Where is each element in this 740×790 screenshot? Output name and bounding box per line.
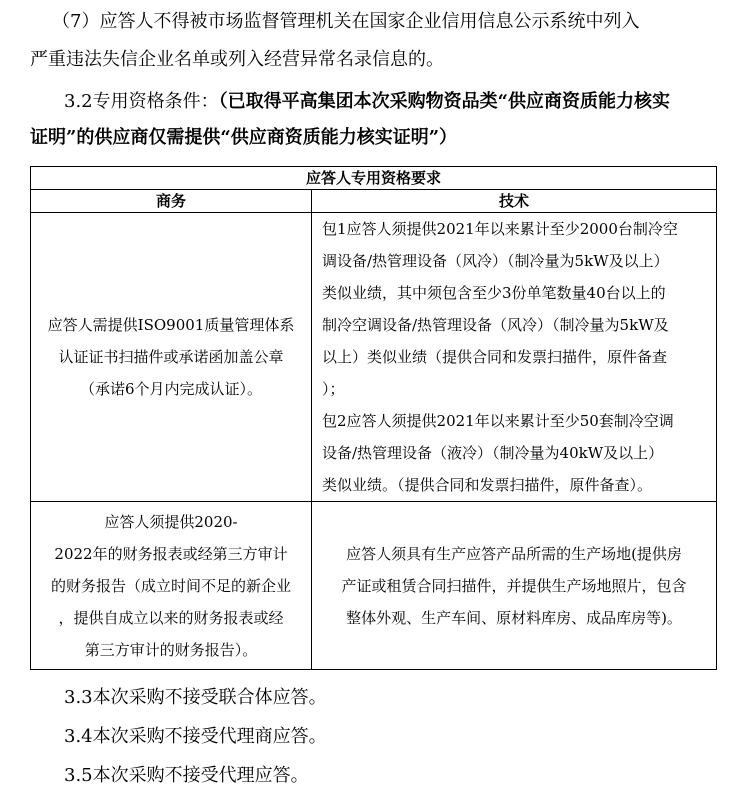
row-2-business-line: 第三方审计的财务报告）。 [84, 640, 258, 659]
row-1-technical-line: 制冷空调设备/热管理设备（风冷）（制冷量为5kW及 [322, 316, 669, 334]
row-1-technical-line: ）； [322, 380, 345, 398]
row-1-business-line: 应答人需提供ISO9001质量管理体系 [47, 316, 295, 334]
row-1-technical-line: 调设备/热管理设备（风冷）（制冷量为5kW及以上） [322, 252, 669, 270]
row-1-technical-line: 包2应答人须提供2021年以来累计至少50套制冷空调 [322, 412, 674, 430]
paragraph-7-line-1: （7）应答人不得被市场监督管理机关在国家企业信用信息公示系统中列入 [52, 11, 640, 32]
section-3-2-note-part-2: 证明”的供应商仅需提供“供应商资质能力核实证明”） [30, 127, 458, 148]
qualification-requirements-table [30, 166, 717, 670]
row-2-business-line: 2022年的财务报表或经第三方审计 [54, 544, 288, 563]
row-1-technical-line: 类似业绩。（提供合同和发票扫描件，原件备查）。 [322, 476, 653, 494]
row-1-business-line: 认证证书扫描件或承诺函加盖公章 [58, 348, 284, 366]
column-header-business: 商务 [31, 190, 312, 213]
row-2-technical-line: 应答人须具有生产应答产品所需的生产场地(提供房 [346, 544, 682, 563]
row-1-technical-line: 包1应答人须提供2021年以来累计至少2000台制冷空 [322, 220, 678, 238]
row-1-business-line: （承诺6个月内完成认证）。 [79, 380, 263, 398]
row-1-business-cell [31, 213, 312, 502]
table-title: 应答人专用资格要求 [31, 167, 717, 190]
row-1-technical-line: 设备/热管理设备（液冷）（制冷量为40kW及以上） [322, 444, 664, 462]
column-header-technical: 技术 [312, 190, 717, 213]
row-2-technical-line: 产证或租赁合同扫描件，并提供生产场地照片，包含 [341, 576, 687, 595]
section-3-2-line-1 [64, 90, 670, 114]
row-2-business-cell [31, 502, 312, 670]
item-3-3: 3.3本次采购不接受联合体应答。 [64, 687, 327, 708]
item-3-4: 3.4本次采购不接受代理商应答。 [64, 726, 327, 747]
row-1-technical-line: 类似业绩，其中须包含至少3份单笔数量40台以上的 [322, 284, 666, 302]
row-2-technical-line: 整体外观、生产车间、原材料库房、成品库房等)。 [346, 608, 682, 627]
section-3-2-label: 3.2专用资格条件： [64, 91, 219, 112]
paragraph-7-line-2: 严重违法失信企业名单或列入经营异常名录信息的。 [30, 49, 444, 70]
row-1-technical-cell [312, 213, 717, 502]
row-2-technical-cell [312, 502, 717, 670]
row-2-business-line: ，提供自成立以来的财务报表或经 [58, 608, 284, 627]
row-1-technical-line: 以上）类似业绩（提供合同和发票扫描件，原件备查 [322, 348, 668, 366]
item-3-5: 3.5本次采购不接受代理应答。 [64, 765, 309, 786]
row-2-business-line: 应答人须提供2020- [104, 512, 238, 531]
row-2-business-line: 的财务报告（成立时间不足的新企业 [50, 576, 291, 595]
section-3-2-note-part-1: （已取得平高集团本次采购物资品类“供应商资质能力核实 [218, 91, 670, 112]
